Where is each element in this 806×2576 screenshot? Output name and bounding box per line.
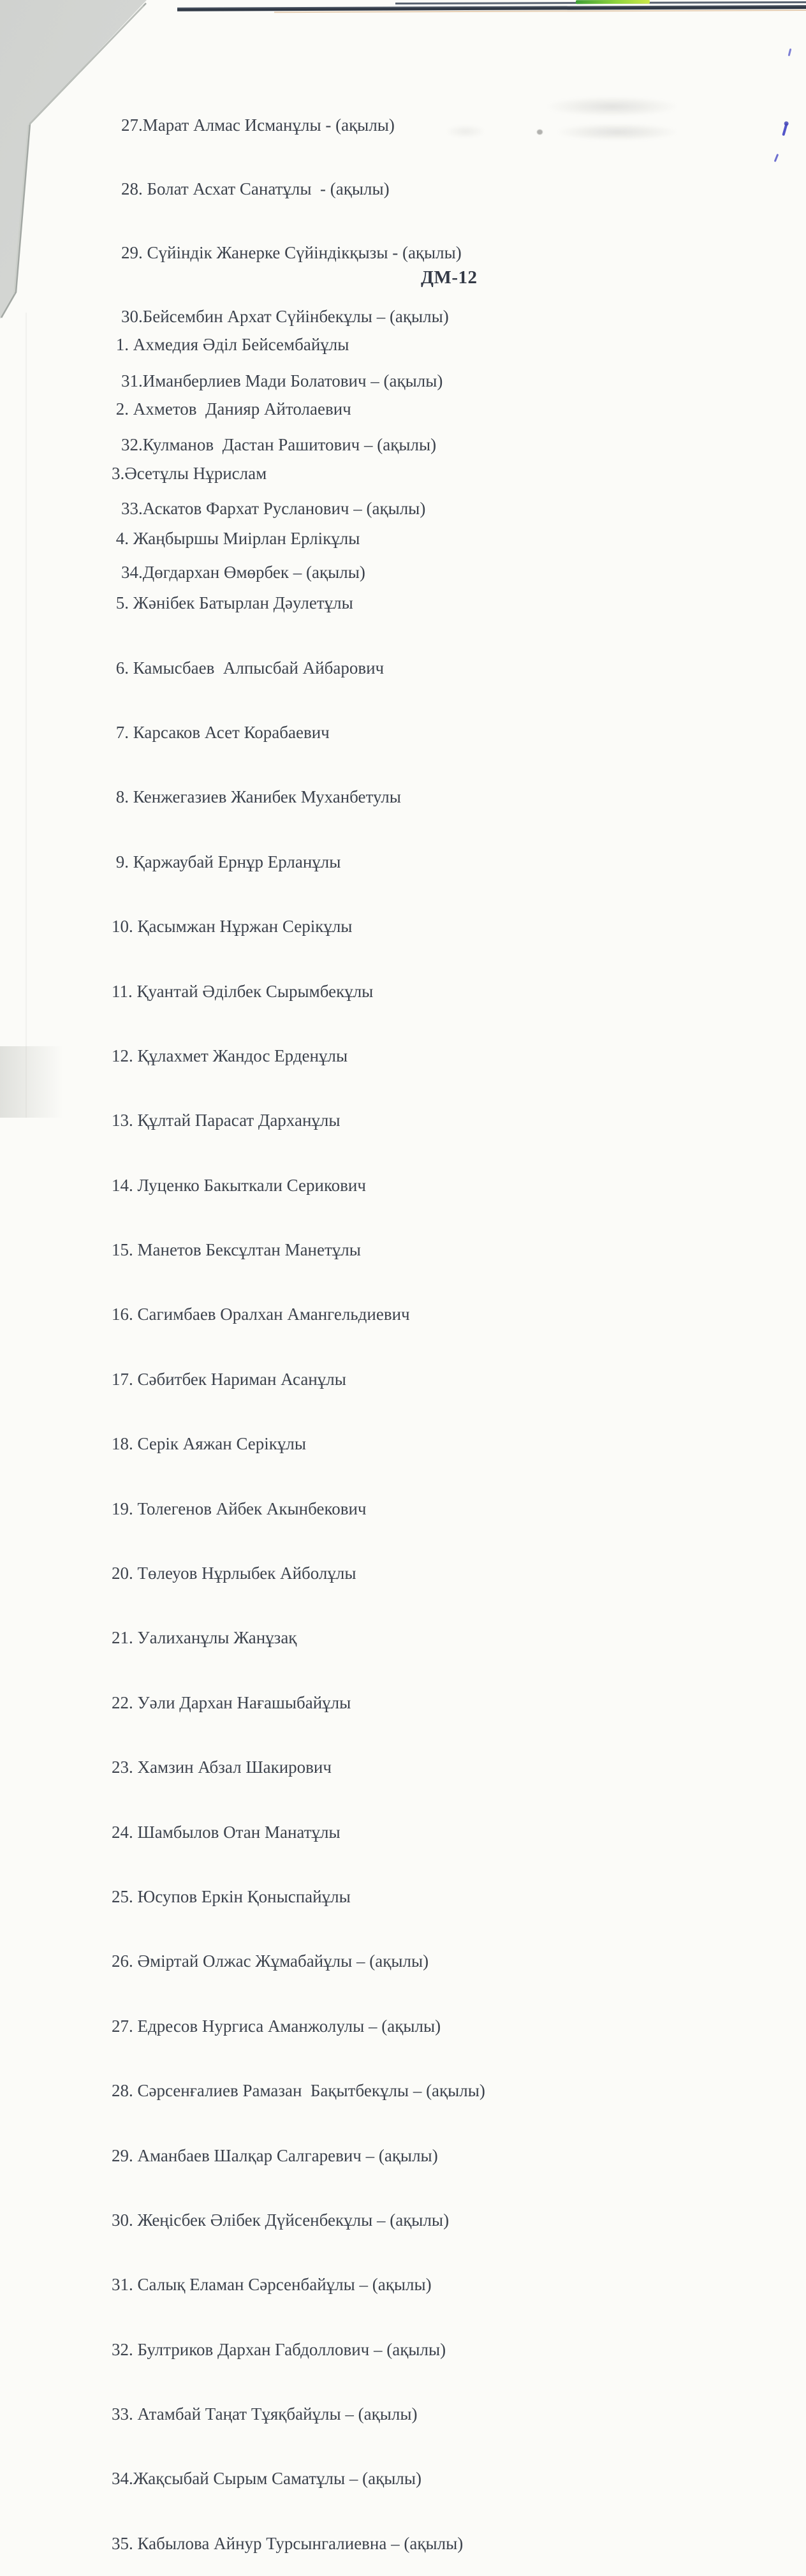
list-item: 22. Уәли Дархан Нағашыбайұлы [112, 1692, 351, 1712]
list-item: 18. Серік Аяжан Серікұлы [112, 1434, 307, 1454]
ink-dot [537, 130, 543, 135]
list-item: 24. Шамбылов Отан Манатұлы [112, 1822, 341, 1842]
list-item: 28. Болат Асхат Санатұлы - (ақылы) [121, 179, 390, 199]
list-item: 32. Бултриков Дархан Габдоллович – (ақылы) [112, 2339, 446, 2359]
list-item: 8. Кенжегазиев Жанибек Муханбетулы [112, 787, 401, 807]
bleed-through-ghost [559, 124, 676, 140]
list-item: 17. Сәбитбек Нариман Асанұлы [112, 1369, 346, 1389]
list-item: 28. Сәрсенғалиев Рамазан Бақытбекұлы – (ақылы) [112, 2081, 485, 2101]
list-item: 34.Жақсыбай Сырым Саматұлы – (ақылы) [112, 2469, 421, 2489]
group-title: ДМ-12 [421, 267, 478, 288]
list-item: 1. Ахмедия Әділ Бейсембайұлы [112, 334, 349, 354]
list-item: 25. Юсупов Еркін Қоныспайұлы [112, 1886, 351, 1906]
list-item: 32.Кулманов Дастан Рашитович – (ақылы) [121, 434, 437, 454]
pen-mark [788, 48, 792, 56]
list-item: 3.Әсетұлы Нұрислам [112, 464, 267, 484]
list-item: 31.Иманберлиев Мади Болатович – (ақылы) [121, 371, 443, 390]
pen-mark [782, 123, 788, 136]
list-item: 5. Жәнібек Батырлан Дәулетұлы [112, 593, 353, 613]
list-item: 34.Дөгдархан Өмөрбек – (ақылы) [121, 563, 365, 582]
list-item: 31. Салық Еламан Сәрсенбайұлы – (ақылы) [112, 2275, 432, 2295]
main-name-list [112, 291, 485, 2576]
paper-crease [26, 313, 27, 1118]
list-item: 33. Атамбай Таңат Тұяқбайұлы – (ақылы) [112, 2404, 418, 2424]
list-item: 2. Ахметов Данияр Айтолаевич [112, 399, 351, 418]
list-item: 6. Камысбаев Алпысбай Айбарович [112, 658, 385, 677]
list-item: 26. Әміртай Олжас Жұмабайұлы – (ақылы) [112, 1951, 429, 1971]
list-item: 14. Луценко Бакыткали Серикович [112, 1175, 366, 1195]
list-item: 29. Сүйіндік Жанерке Сүйіндікқызы - (ақылы) [121, 243, 462, 263]
list-item: 4. Жаңбыршы Миірлан Ерлікұлы [112, 528, 360, 548]
paper-edge-shade [0, 1046, 70, 1118]
list-item: 16. Сагимбаев Оралхан Амангельдиевич [112, 1305, 410, 1324]
list-item: 27. Едресов Нургиса Аманжолулы – (ақылы) [112, 2016, 441, 2036]
list-item: 21. Уалиханұлы Жанұзақ [112, 1628, 297, 1648]
list-item: 35. Кабылова Айнур Турсынгалиевна – (ақылы) [112, 2533, 464, 2553]
list-item: 10. Қасымжан Нұржан Серікұлы [112, 917, 353, 936]
list-item: 33.Аскатов Фархат Русланович – (ақылы) [121, 499, 426, 519]
list-item: 27.Марат Алмас Исманұлы - (ақылы) [121, 115, 395, 135]
list-item: 11. Қуантай Әділбек Сырымбекұлы [112, 981, 374, 1001]
list-item: 23. Хамзин Абзал Шакирович [112, 1758, 332, 1777]
list-item: 20. Төлеуов Нұрлыбек Айболұлы [112, 1564, 356, 1583]
pen-mark [774, 154, 779, 162]
list-item: 29. Аманбаев Шалқар Салгаревич – (ақылы) [112, 2145, 438, 2165]
list-item: 19. Толегенов Айбек Акынбекович [112, 1499, 367, 1518]
bleed-through-ghost [548, 97, 676, 116]
list-item: 30.Бейсембин Архат Сүйінбекұлы – (ақылы) [121, 307, 449, 327]
list-item: 7. Карсаков Асет Корабаевич [112, 722, 330, 742]
list-item: 30. Жеңісбек Әлібек Дүйсенбекұлы – (ақылы) [112, 2210, 450, 2230]
list-item: 13. Құлтай Парасат Дарханұлы [112, 1111, 341, 1130]
list-item: 9. Қаржаубай Ернұр Ерланұлы [112, 852, 341, 871]
list-item: 15. Манетов Бексұлтан Манетұлы [112, 1240, 361, 1260]
scan-green-streak [576, 0, 650, 4]
list-item: 12. Құлахмет Жандос Ерденұлы [112, 1046, 348, 1065]
